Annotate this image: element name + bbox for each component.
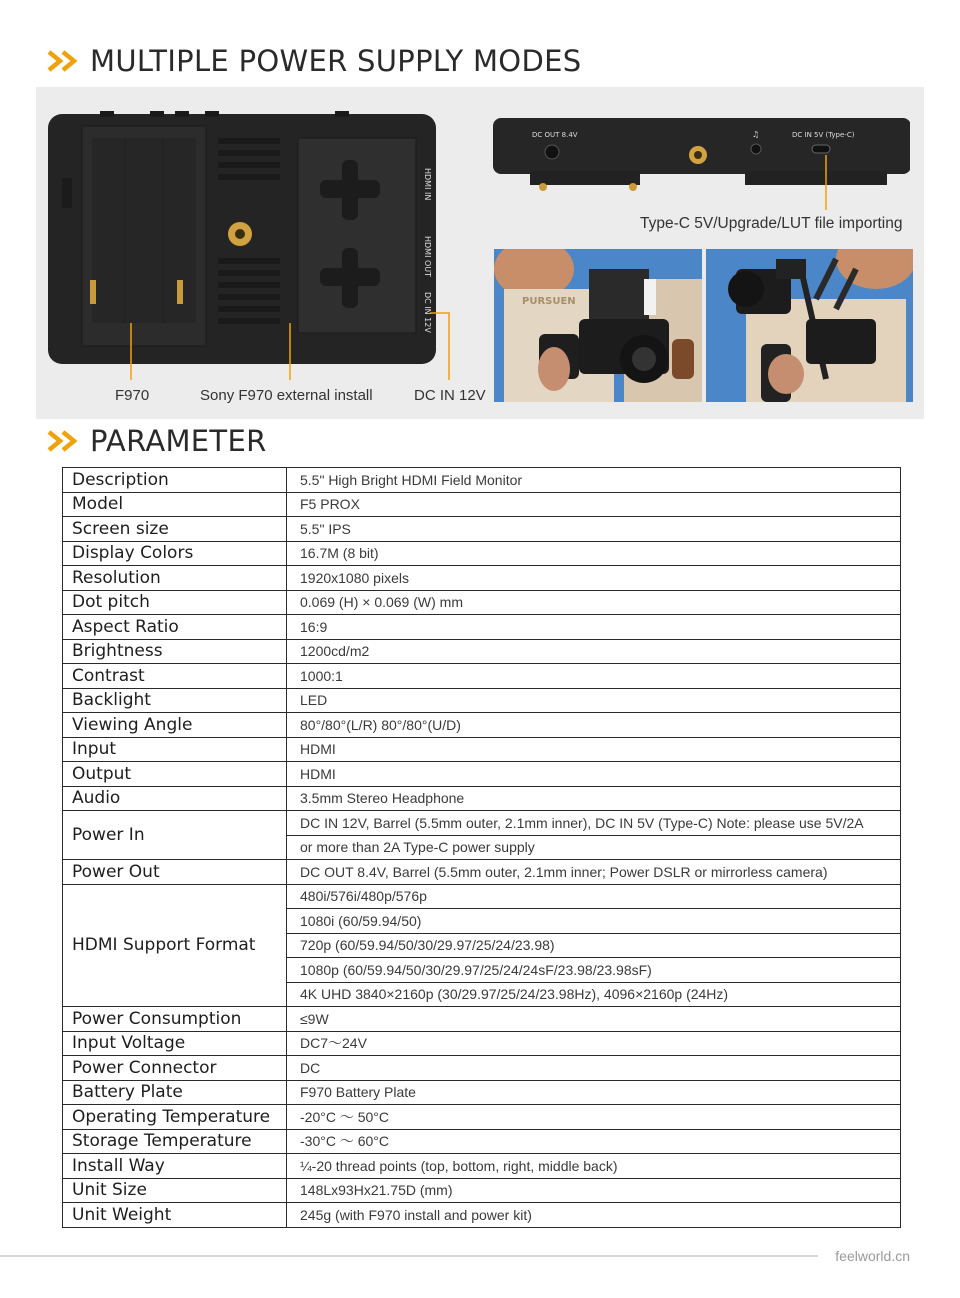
table-row	[63, 688, 901, 713]
table-row	[63, 492, 901, 517]
param-key: Power In	[63, 811, 287, 860]
param-value: 245g (with F970 install and power kit)	[287, 1203, 901, 1228]
hdmi-in-label: HDMI IN	[423, 168, 432, 201]
param-value: DC	[287, 1056, 901, 1081]
table-row	[63, 1031, 901, 1056]
param-value: ¼-20 thread points (top, bottom, right, middle back)	[287, 1154, 901, 1179]
monitor-back-illustration	[40, 108, 450, 393]
table-row	[63, 1129, 901, 1154]
table-row	[63, 664, 901, 689]
caption-type-c: Type-C 5V/Upgrade/LUT file importing	[640, 215, 903, 232]
table-row	[63, 737, 901, 762]
param-value: HDMI	[287, 737, 901, 762]
param-key: Screen size	[63, 517, 287, 542]
param-value: HDMI	[287, 762, 901, 787]
param-value: 0.069 (H) × 0.069 (W) mm	[287, 590, 901, 615]
param-key: Contrast	[63, 664, 287, 689]
param-value: 80°/80°(L/R) 80°/80°(U/D)	[287, 713, 901, 738]
param-key: Battery Plate	[63, 1080, 287, 1105]
footer-url: feelworld.cn	[835, 1248, 910, 1264]
caption-f970: F970	[115, 387, 150, 404]
dc-out-port-label: DC OUT 8.4V	[532, 131, 578, 139]
param-value: 480i/576i/480p/576p	[287, 884, 901, 909]
table-row	[63, 1056, 901, 1081]
param-value: 148Lx93Hx21.75D (mm)	[287, 1178, 901, 1203]
param-value: -20°C ～ 50°C	[287, 1105, 901, 1130]
param-key: Operating Temperature	[63, 1105, 287, 1130]
table-row	[63, 1105, 901, 1130]
param-key: Power Connector	[63, 1056, 287, 1081]
param-key: Unit Size	[63, 1178, 287, 1203]
param-key: Backlight	[63, 688, 287, 713]
param-value: 1920x1080 pixels	[287, 566, 901, 591]
section-title: MULTIPLE POWER SUPPLY MODES	[90, 44, 582, 78]
param-key: Output	[63, 762, 287, 787]
param-key: Aspect Ratio	[63, 615, 287, 640]
param-value: F970 Battery Plate	[287, 1080, 901, 1105]
table-row	[63, 1154, 901, 1179]
table-row	[63, 1203, 901, 1228]
headphone-icon: ♫	[752, 130, 760, 139]
double-chevron-icon	[46, 49, 80, 73]
param-value: F5 PROX	[287, 492, 901, 517]
double-chevron-icon	[46, 429, 80, 453]
table-row	[63, 884, 901, 909]
param-value: LED	[287, 688, 901, 713]
param-value: 1000:1	[287, 664, 901, 689]
table-row	[63, 468, 901, 493]
table-row	[63, 566, 901, 591]
table-row	[63, 811, 901, 836]
table-row	[63, 786, 901, 811]
param-key: Power Consumption	[63, 1007, 287, 1032]
section-title: PARAMETER	[90, 424, 267, 458]
monitor-side-illustration	[490, 115, 910, 215]
table-row	[63, 590, 901, 615]
param-value: 16:9	[287, 615, 901, 640]
param-key: Brightness	[63, 639, 287, 664]
param-key: Audio	[63, 786, 287, 811]
table-row	[63, 1080, 901, 1105]
param-key: Display Colors	[63, 541, 287, 566]
param-value: or more than 2A Type-C power supply	[287, 835, 901, 860]
param-value: 1200cd/m2	[287, 639, 901, 664]
caption-dc-in: DC IN 12V	[414, 387, 486, 404]
param-value: ≤9W	[287, 1007, 901, 1032]
param-key: Model	[63, 492, 287, 517]
param-value: 16.7M (8 bit)	[287, 541, 901, 566]
footer-divider	[0, 1255, 818, 1257]
param-key: Input Voltage	[63, 1031, 287, 1056]
param-value: 5.5" High Bright HDMI Field Monitor	[287, 468, 901, 493]
param-value: DC7～24V	[287, 1031, 901, 1056]
param-key: Dot pitch	[63, 590, 287, 615]
hdmi-out-label: HDMI OUT	[423, 236, 432, 278]
parameter-table	[62, 467, 901, 1228]
param-value: 1080p (60/59.94/50/30/29.97/25/24/24sF/23.98/23.98sF)	[287, 958, 901, 983]
type-c-port-label: DC IN 5V (Type-C)	[792, 131, 855, 139]
table-row	[63, 1007, 901, 1032]
param-value: DC OUT 8.4V, Barrel (5.5mm outer, 2.1mm inner; Power DSLR or mirrorless camera)	[287, 860, 901, 885]
param-key: HDMI Support Format	[63, 884, 287, 1007]
param-value: DC IN 12V, Barrel (5.5mm outer, 2.1mm inner), DC IN 5V (Type-C) Note: please use 5V/2A	[287, 811, 901, 836]
param-key: Resolution	[63, 566, 287, 591]
table-row	[63, 517, 901, 542]
param-key: Input	[63, 737, 287, 762]
param-value: 1080i (60/59.94/50)	[287, 909, 901, 934]
param-value: 3.5mm Stereo Headphone	[287, 786, 901, 811]
param-key: Unit Weight	[63, 1203, 287, 1228]
table-row	[63, 860, 901, 885]
table-row	[63, 541, 901, 566]
pursuen-shirt-text: PURSUEN	[522, 296, 576, 307]
param-key: Storage Temperature	[63, 1129, 287, 1154]
table-row	[63, 762, 901, 787]
param-key: Power Out	[63, 860, 287, 885]
dc-in-port-label: DC IN 12V	[423, 292, 432, 333]
param-key: Install Way	[63, 1154, 287, 1179]
caption-sony-install: Sony F970 external install	[200, 387, 373, 404]
section-heading-parameter	[46, 424, 267, 458]
table-row	[63, 1178, 901, 1203]
param-key: Viewing Angle	[63, 713, 287, 738]
param-value: 4K UHD 3840×2160p (30/29.97/25/24/23.98Hz), 4096×2160p (24Hz)	[287, 982, 901, 1007]
param-value: -30°C ～ 60°C	[287, 1129, 901, 1154]
section-heading-power	[46, 44, 581, 78]
table-row	[63, 713, 901, 738]
table-row	[63, 639, 901, 664]
table-row	[63, 615, 901, 640]
usage-photo-2	[706, 249, 913, 402]
param-key: Description	[63, 468, 287, 493]
param-value: 5.5" IPS	[287, 517, 901, 542]
usage-photo-1	[494, 249, 702, 402]
param-value: 720p (60/59.94/50/30/29.97/25/24/23.98)	[287, 933, 901, 958]
